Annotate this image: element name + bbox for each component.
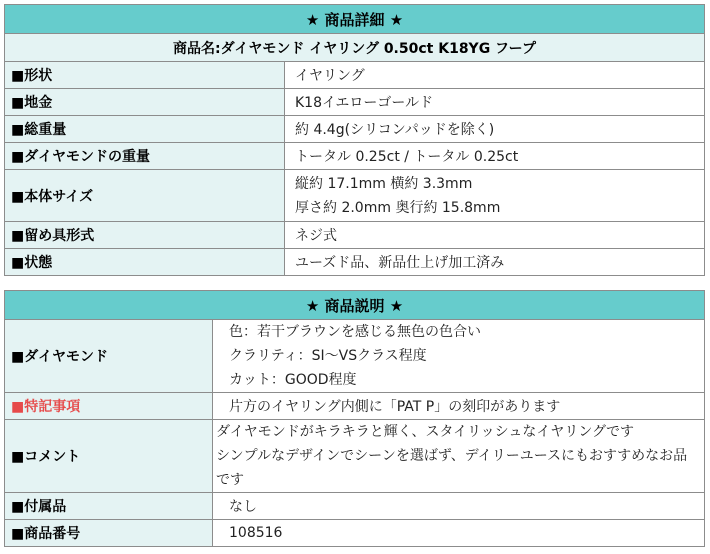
label-condition: ■状態: [5, 249, 285, 276]
diamond-clarity: クラリティ：SI～VSクラス程度: [229, 348, 427, 364]
description-header: ★ 商品説明 ★: [5, 291, 705, 320]
value-shape: イヤリング: [285, 62, 705, 89]
value-accessories: なし: [213, 493, 705, 520]
label-accessories: ■付属品: [5, 493, 213, 520]
value-total-weight: 約 4.4g(シリコンパッドを除く): [285, 116, 705, 143]
value-diamond: [213, 320, 705, 393]
body-size-line-1: 縦約 17.1mm 横約 3.3mm: [295, 175, 473, 192]
label-product-number: ■商品番号: [5, 520, 213, 547]
value-condition: ユーズド品、新品仕上げ加工済み: [285, 249, 705, 276]
body-size-line-2: 厚さ約 2.0mm 奥行約 15.8mm: [295, 199, 501, 216]
details-header: ★ 商品詳細 ★: [5, 5, 705, 34]
diamond-cut: カット：GOOD程度: [229, 372, 357, 388]
label-clasp-type: ■留め具形式: [5, 222, 285, 249]
value-special-notes: 片方のイヤリング内側に「PAT P」の刻印があります: [213, 393, 705, 420]
product-description-table: [4, 290, 705, 547]
value-body-size: [285, 170, 705, 222]
label-shape: ■形状: [5, 62, 285, 89]
value-product-number: 108516: [213, 520, 705, 547]
value-metal: K18イエローゴールド: [285, 89, 705, 116]
comment-line-1: ダイヤモンドがキラキラと輝く、スタイリッシュなイヤリングです: [216, 424, 635, 440]
label-special-notes: ■特記事項: [5, 393, 213, 420]
diamond-color: 色：若干ブラウンを感じる無色の色合い: [229, 324, 481, 340]
label-diamond: ■ダイヤモンド: [5, 320, 213, 393]
value-comment: [213, 420, 705, 493]
product-name: 商品名:ダイヤモンド イヤリング 0.50ct K18YG フープ: [5, 34, 705, 62]
product-details-table: [4, 4, 705, 276]
comment-line-2: シンプルなデザインでシーンを選ばず、デイリーユースにもおすすめなお品です: [216, 448, 688, 488]
label-metal: ■地金: [5, 89, 285, 116]
label-total-weight: ■総重量: [5, 116, 285, 143]
label-body-size: ■本体サイズ: [5, 170, 285, 222]
label-diamond-weight: ■ダイヤモンドの重量: [5, 143, 285, 170]
value-diamond-weight: トータル 0.25ct / トータル 0.25ct: [285, 143, 705, 170]
value-clasp-type: ネジ式: [285, 222, 705, 249]
label-comment: ■コメント: [5, 420, 213, 493]
